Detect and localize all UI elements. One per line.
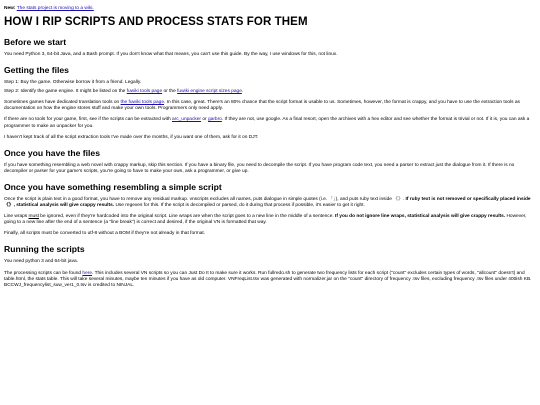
warning-line-wraps: If you do not ignore line wraps, statistical analysis will give crappy results. — [335, 214, 506, 220]
text-span: be ignored, even if they're hardcoded into the original script. Line wraps are when the script goes to a new line in the middle of a sentence. — [38, 214, 336, 220]
text-span: or the — [162, 89, 178, 95]
paragraph-step1: Step 1: Buy the game. Otherwise borrow it from a friend. Legally. — [4, 80, 142, 86]
paragraph-translation-tools — [4, 100, 536, 112]
paragraph-step2 — [4, 89, 536, 95]
fuwiki-tools-page-link[interactable]: the fuwiki tools page — [120, 100, 164, 106]
heading-before-we-start: Before we start — [4, 37, 67, 47]
text-span: Once the script is plain text in a good format, you have to remove any residual markup. vnscripts excludes all names, puts dialogue in simple quotes (i.e. 「」), and puts ruby text inside 《》. — [4, 196, 406, 202]
text-span: or — [201, 117, 208, 123]
fuwiki-engine-sizes-link[interactable]: fuwiki engine script sizes page — [177, 89, 242, 95]
text-span: . If they are not, use google. As a final resort, open the archives with a hex editor and see whether the format is trivial or not. If it is, you can ask a programmer to make an unpacker for you. — [4, 117, 530, 129]
emphasis-must: must — [28, 214, 39, 220]
heading-running-scripts: Running the scripts — [4, 244, 85, 255]
paragraph-no-tools — [4, 117, 536, 129]
text-span: If there are no tools for your game, first, see if the scripts can be extracted with — [4, 117, 172, 123]
paragraph-processing — [4, 271, 536, 289]
arc-unpacker-link[interactable]: arc_unpacker — [171, 117, 202, 123]
page-title: HOW I RIP SCRIPTS AND PROCESS STATS FOR THEM — [4, 16, 308, 28]
text-span: However, going to a new line after the end of a sentence (a "line break") is correct and desired, if the original VN is formatted that way. — [4, 214, 527, 226]
text-span: . In this case, great. There's an 80% chance that the script format is usable to us. Sometimes, however, the format is crappy, and you have to use the extraction tools as documentation on how the engine stores stuff and make your own tools. Programmers only need apply. — [4, 100, 520, 112]
notice-label: New: — [4, 6, 16, 11]
paragraph-utf8: Finally, all scripts must be converted to utf-8 without a BOM if they're not already in that format. — [4, 231, 206, 237]
text-span: The processing scripts can be found — [4, 270, 83, 276]
text-span: . This includes several VN scripts so you can Just Do It to make sure it works. Run fullredo.sh to generate two frequency lists for each script ("count" excludes certain types of words, "allcount" doesn't) and table.html, the stats table. This will take several minutes, maybe ten minutes if you have as old computer. VNFreqList.tsv was generated with normalizer.jar on the "count" directory of frequency .tsv files, excluding frequency .tsv files under 400ish KB. BCCWJ_frequencylist_suw_ver1_0.tsv is credited to NINJAL. — [4, 270, 532, 288]
paragraph-extraction-tools: I haven't kept track of all the script extraction tools I've made over the months, if you want one of them, ask for it on DJT. — [4, 134, 259, 140]
paragraph-requirements: You need Python 3, 64-bit Java, and a Bash prompt. If you don't know what that means, you can't use this guide. By the way, I use windows for this, not linux. — [4, 52, 338, 57]
fuwiki-tools-link[interactable]: fuwiki tools page — [126, 89, 163, 95]
heading-have-files: Once you have the files — [4, 147, 100, 158]
text-span: . — [241, 89, 244, 95]
heading-simple-script: Once you have something resembling a simple script — [4, 181, 222, 192]
paragraph-markup — [4, 197, 536, 209]
garbro-link[interactable]: garbro — [207, 117, 222, 123]
paragraph-python-java: You need python 3 and 64-bit java. — [4, 259, 78, 265]
wiki-link[interactable]: The stats project is moving to a wiki. — [16, 6, 94, 11]
text-span: Line wraps — [4, 214, 29, 220]
scripts-here-link[interactable]: here — [82, 270, 93, 276]
text-span: Sometimes games have dedicated translation tools on — [4, 100, 121, 106]
text-span: Use regexes for this. If the script is decompiled or parsed, do it during that process if possible, it's easier to get it right. — [114, 203, 365, 209]
notice-bar — [4, 6, 536, 12]
text-span: Step 2: Identify the game engine. It might be listed on the — [4, 89, 127, 95]
paragraph-line-wraps — [4, 214, 536, 226]
heading-getting-files: Getting the files — [4, 65, 69, 76]
warning-ruby: If ruby text is not removed or specifically placed inside 《》, statistical analysis will give crappy results. — [4, 196, 531, 209]
paragraph-decompile: If you have something resembling a web novel with crappy markup, skip this section. If you have a binary file, you need to decompile the script. If you have program code text, you need a parser to extract just the dialogue from it. If there is no decompiler or parser for your game's scripts, you're going to have to make your own, ask a programmer, or give up. — [4, 162, 515, 174]
